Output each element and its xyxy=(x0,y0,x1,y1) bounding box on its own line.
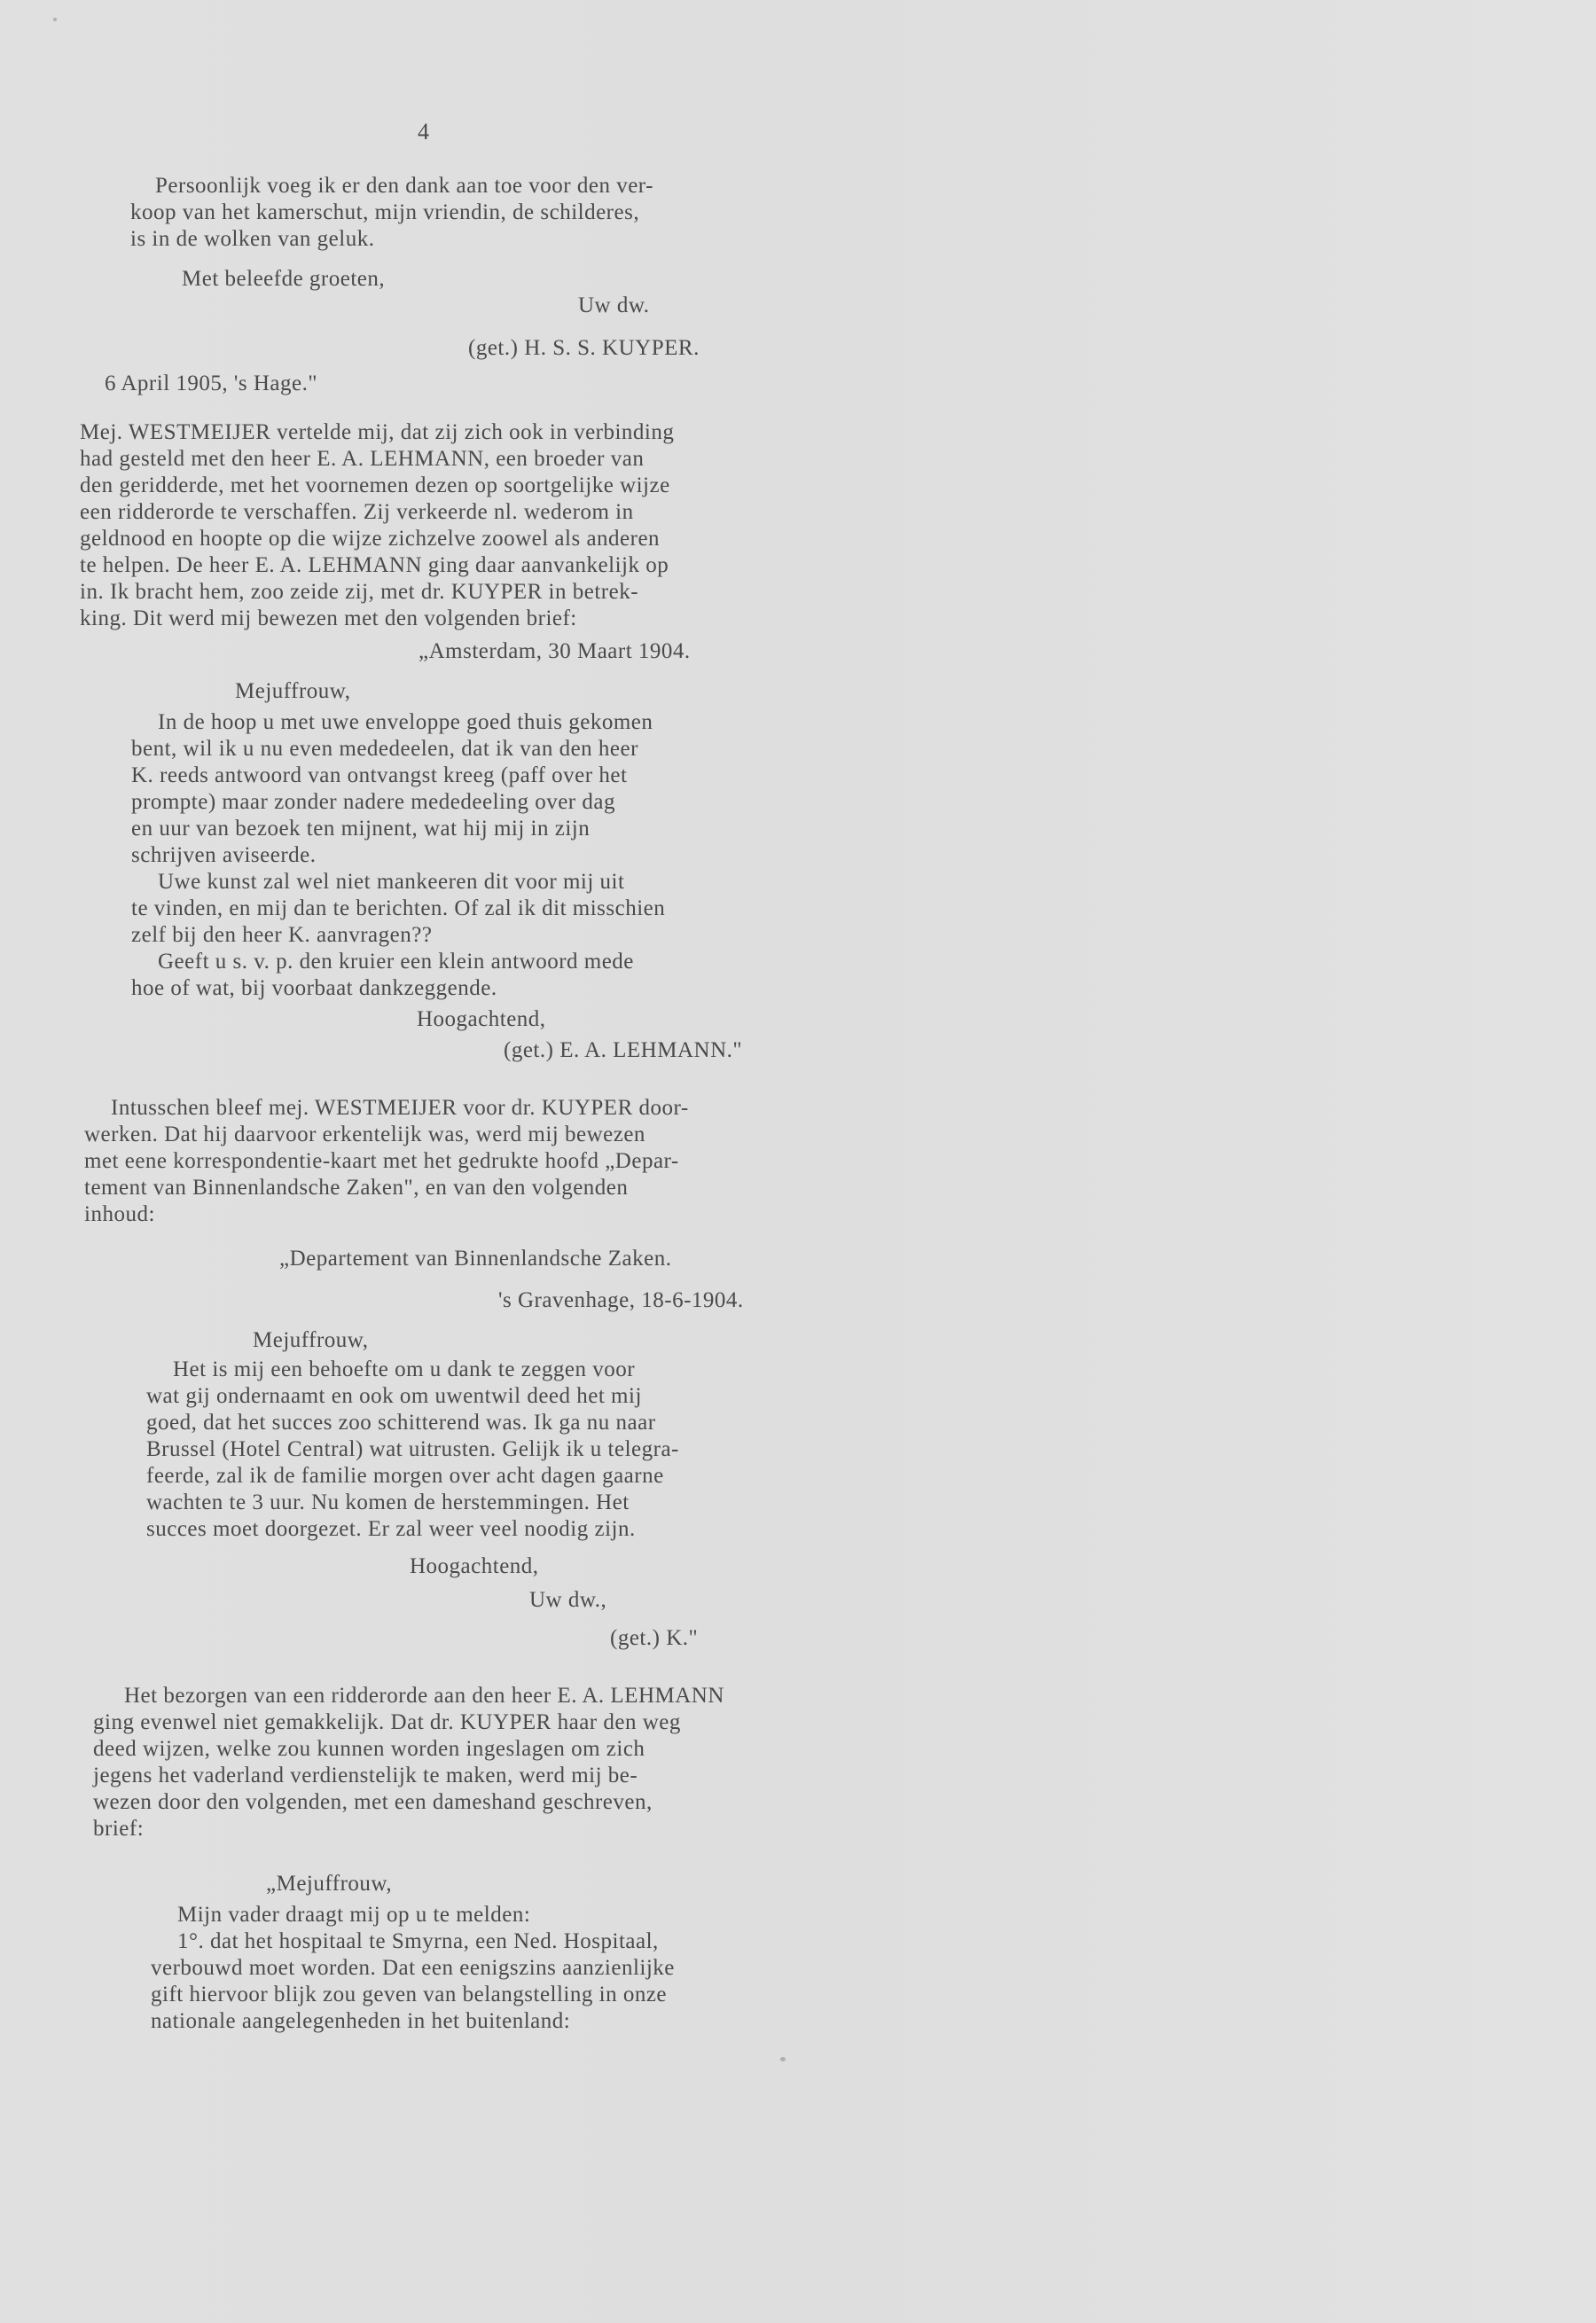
text-line: in. Ik bracht hem, zoo zeide zij, met dr. KUYPER in betrek- xyxy=(80,580,639,604)
text-line: 1°. dat het hospitaal te Smyrna, een Ned. Hospitaal, xyxy=(177,1929,659,1953)
text-line: (get.) H. S. S. KUYPER. xyxy=(468,336,700,360)
text-line: feerde, zal ik de familie morgen over acht dagen gaarne xyxy=(146,1464,664,1488)
paper-speck xyxy=(53,18,57,21)
text-line: In de hoop u met uwe enveloppe goed thuis gekomen xyxy=(158,710,653,734)
text-line: Geeft u s. v. p. den kruier een klein antwoord mede xyxy=(158,950,634,974)
text-line: Het is mij een behoefte om u dank te zeggen voor xyxy=(173,1357,636,1381)
text-line: wezen door den volgenden, met een dameshand geschreven, xyxy=(93,1790,653,1814)
text-line: koop van het kamerschut, mijn vriendin, de schilderes, xyxy=(130,200,640,224)
text-line: met eene korrespondentie-kaart met het gedrukte hoofd „Depar- xyxy=(84,1149,679,1173)
text-line: nationale aangelegenheden in het buitenland: xyxy=(151,2009,571,2033)
text-line: verbouwd moet worden. Dat een eenigszins aanzienlijke xyxy=(151,1956,675,1980)
text-line: king. Dit werd mij bewezen met den volgenden brief: xyxy=(80,606,577,630)
text-line: Mejuffrouw, xyxy=(235,679,351,703)
text-line: Het bezorgen van een ridderorde aan den heer E. A. LEHMANN xyxy=(124,1684,724,1708)
text-line: „Departement van Binnenlandsche Zaken. xyxy=(279,1247,672,1271)
page-number: 4 xyxy=(418,119,429,145)
text-line: inhoud: xyxy=(84,1202,155,1226)
text-line: wat gij ondernaamt en ook om uwentwil deed het mij xyxy=(146,1384,642,1408)
text-line: Mijn vader draagt mij op u te melden: xyxy=(177,1903,531,1927)
text-line: zelf bij den heer K. aanvragen?? xyxy=(131,923,433,947)
text-line: Met beleefde groeten, xyxy=(182,267,386,291)
text-line: „Mejuffrouw, xyxy=(266,1872,393,1896)
text-line: succes moet doorgezet. Er zal weer veel noodig zijn. xyxy=(146,1517,636,1541)
text-line: is in de wolken van geluk. xyxy=(130,227,375,251)
text-line: Hoogachtend, xyxy=(417,1007,546,1031)
text-line: jegens het vaderland verdienstelijk te maken, werd mij be- xyxy=(93,1764,638,1787)
text-line: „Amsterdam, 30 Maart 1904. xyxy=(419,639,691,663)
text-line: Hoogachtend, xyxy=(410,1554,539,1578)
text-line: bent, wil ik u nu even mededeelen, dat ik van den heer xyxy=(131,737,638,761)
text-line: een ridderorde te verschaffen. Zij verkeerde nl. wederom in xyxy=(80,500,634,524)
text-line: hoe of wat, bij voorbaat dankzeggende. xyxy=(131,976,497,1000)
text-line: te helpen. De heer E. A. LEHMANN ging daar aanvankelijk op xyxy=(80,553,669,577)
text-line: ging evenwel niet gemakkelijk. Dat dr. KUYPER haar den weg xyxy=(93,1710,681,1734)
text-line: prompte) maar zonder nadere mededeeling over dag xyxy=(131,790,615,814)
text-line: Uw dw. xyxy=(578,293,650,317)
text-line: schrijven aviseerde. xyxy=(131,843,317,867)
text-line: 6 April 1905, 's Hage." xyxy=(105,372,318,395)
text-line: Intusschen bleef mej. WESTMEIJER voor dr. KUYPER door- xyxy=(111,1096,689,1120)
text-line: K. reeds antwoord van ontvangst kreeg (paff over het xyxy=(131,763,628,787)
text-line: deed wijzen, welke zou kunnen worden ingeslagen om zich xyxy=(93,1737,645,1761)
text-line: den geridderde, met het voornemen dezen op soortgelijke wijze xyxy=(80,473,670,497)
text-line: geldnood en hoopte op die wijze zichzelve zoowel als anderen xyxy=(80,527,661,551)
text-line: Mejuffrouw, xyxy=(253,1328,369,1352)
text-line: 's Gravenhage, 18-6-1904. xyxy=(498,1288,744,1312)
text-line: Brussel (Hotel Central) wat uitrusten. Gelijk ik u telegra- xyxy=(146,1437,679,1461)
text-line: tement van Binnenlandsche Zaken", en van den volgenden xyxy=(84,1176,629,1200)
text-line: wachten te 3 uur. Nu komen de herstemmingen. Het xyxy=(146,1490,630,1514)
text-line: en uur van bezoek ten mijnent, wat hij mij in zijn xyxy=(131,817,591,841)
text-line: goed, dat het succes zoo schitterend was. Ik ga nu naar xyxy=(146,1411,656,1435)
text-line: werken. Dat hij daarvoor erkentelijk was, werd mij bewezen xyxy=(84,1122,645,1146)
text-line: had gesteld met den heer E. A. LEHMANN, een broeder van xyxy=(80,447,645,471)
paper-speck xyxy=(780,2057,786,2061)
text-line: Persoonlijk voeg ik er den dank aan toe voor den ver- xyxy=(155,174,653,198)
text-line: Uwe kunst zal wel niet mankeeren dit voor mij uit xyxy=(158,870,625,894)
text-line: gift hiervoor blijk zou geven van belangstelling in onze xyxy=(151,1983,668,2006)
text-line: brief: xyxy=(93,1817,145,1841)
text-line: (get.) E. A. LEHMANN." xyxy=(504,1038,743,1062)
text-line: (get.) K." xyxy=(610,1626,699,1650)
text-line: Uw dw., xyxy=(529,1588,607,1612)
text-line: te vinden, en mij dan te berichten. Of zal ik dit misschien xyxy=(131,896,666,920)
text-line: Mej. WESTMEIJER vertelde mij, dat zij zich ook in verbinding xyxy=(80,420,675,444)
